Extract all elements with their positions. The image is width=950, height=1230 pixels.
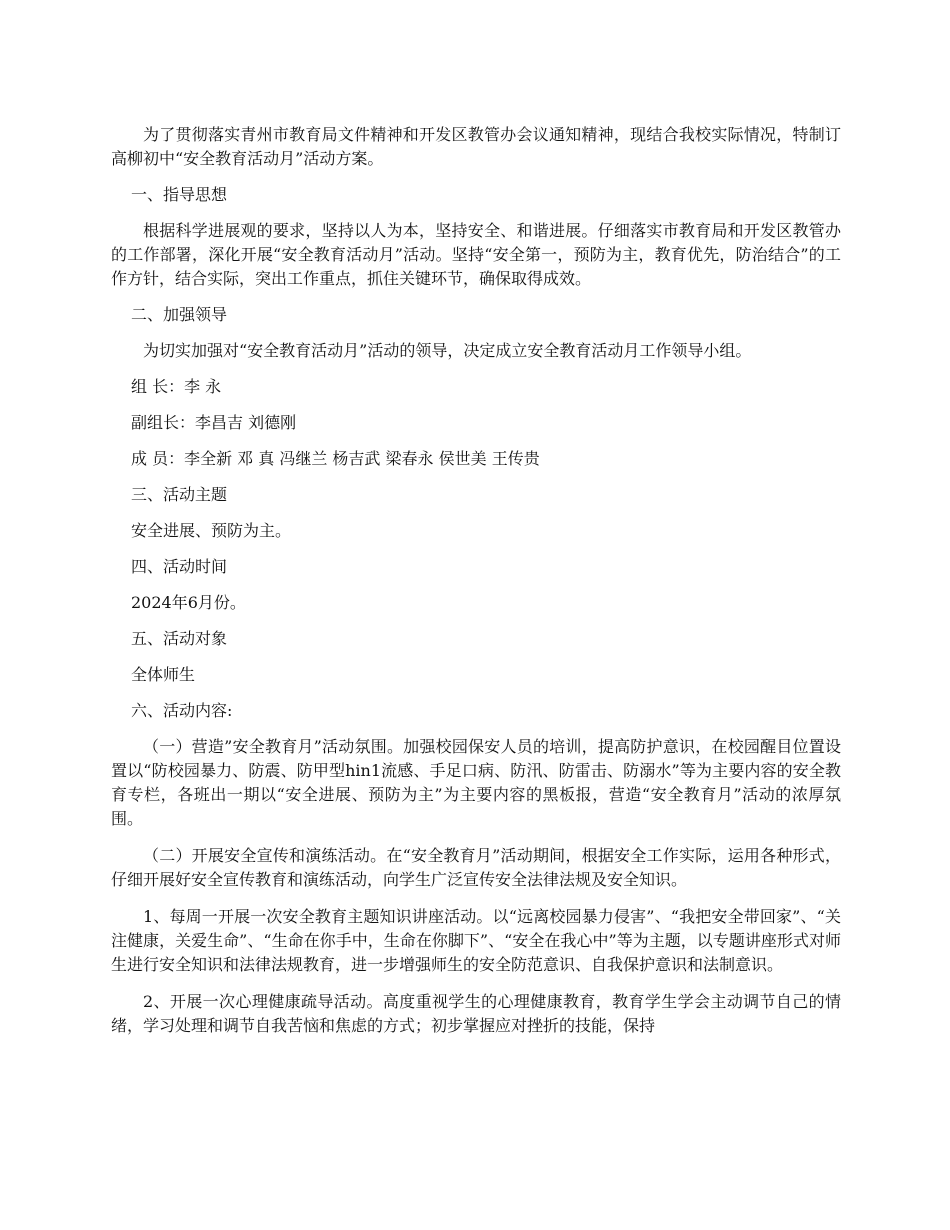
vice-leader-line: 副组长：李昌吉 刘德刚: [131, 413, 297, 432]
content-item-atmosphere: （一）营造”安全教育月”活动氛围。加强校园保安人员的培训，提高防护意识，在校园醒目位置设置以“防校园暴力、防震、防甲型hin1流感、手足口病、防汛、防雷击、防溺水”等为主要内容的安全教育专栏，各班出一期以“安全进展、预防为主”为主要内容的黑板报，营造“安全教育月”活动的浓厚氛围。: [111, 737, 841, 828]
audience-line: 全体师生: [131, 665, 196, 684]
content-subitem-lectures: 1、每周一开展一次安全教育主题知识讲座活动。以“远离校园暴力侵害”、“我把安全带回家”、“关注健康，关爱生命”、“生命在你手中，生命在你脚下”、“安全在我心中”等为主题，以专题讲座形式对师生进行安全知识和法律法规教育，进一步增强师生的安全防范意识、自我保护意识和法制意识。: [111, 907, 841, 974]
section-heading-audience: 五、活动对象: [131, 629, 228, 648]
content-subitem-psychology: 2、开展一次心理健康疏导活动。高度重视学生的心理健康教育，教育学生学会主动调节自己的情绪，学习处理和调节自我苦恼和焦虑的方式；初步掌握应对挫折的技能，保持: [111, 992, 841, 1035]
theme-line: 安全进展、预防为主。: [131, 521, 292, 540]
content-item-drills: （二）开展安全宣传和演练活动。在“安全教育月”活动期间，根据安全工作实际，运用各种形式，仔细开展好安全宣传教育和演练活动，向学生广泛宣传安全法律法规及安全知识。: [111, 846, 841, 889]
leader-line: 组 长：李 永: [131, 377, 222, 396]
section-heading-leadership: 二、加强领导: [131, 305, 228, 324]
section-heading-guiding-thought: 一、指导思想: [131, 185, 228, 204]
time-line: 2024年6月份。: [131, 593, 246, 612]
members-line: 成 员：李全新 邓 真 冯继兰 杨吉武 梁春永 侯世美 王传贵: [131, 449, 540, 468]
intro-paragraph: 为了贯彻落实青州市教育局文件精神和开发区教管办会议通知精神，现结合我校实际情况，特制订高柳初中“安全教育活动月”活动方案。: [111, 125, 841, 168]
section-heading-time: 四、活动时间: [131, 557, 228, 576]
document-page: [111, 123, 841, 1038]
section-heading-content: 六、活动内容:: [131, 701, 233, 720]
section-heading-theme: 三、活动主题: [131, 485, 228, 504]
guiding-thought-paragraph: 根据科学进展观的要求，坚持以人为本，坚持安全、和谐进展。仔细落实市教育局和开发区教管办的工作部署，深化开展“安全教育活动月”活动。坚持“安全第一，预防为主，教育优先，防治结合”的工作方针，结合实际，突出工作重点，抓住关键环节，确保取得成效。: [111, 221, 841, 288]
leadership-paragraph: 为切实加强对“安全教育活动月”活动的领导，决定成立安全教育活动月工作领导小组。: [143, 341, 752, 360]
